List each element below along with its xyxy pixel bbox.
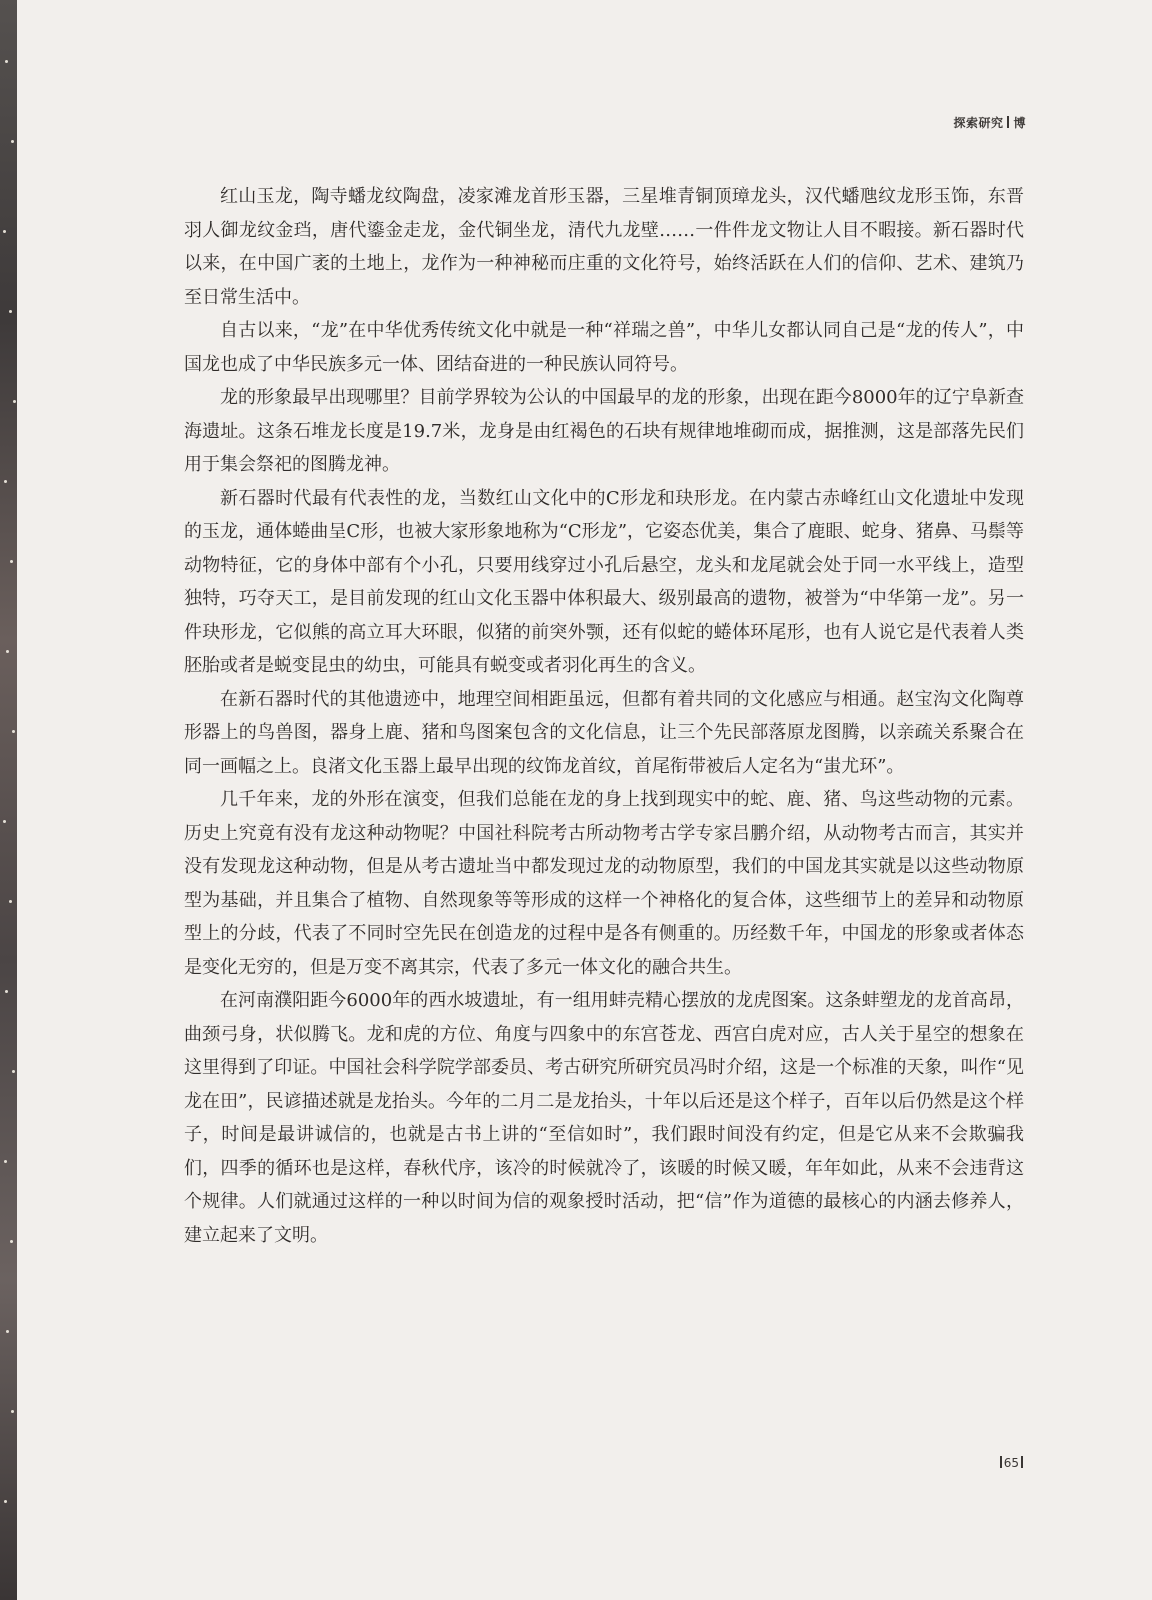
paragraph: 在新石器时代的其他遗迹中，地理空间相距虽远，但都有着共同的文化感应与相通。赵宝沟文化陶尊形器上的鸟兽图，器身上鹿、猪和鸟图案包含的文化信息，让三个先民部落原龙图腾，以亲疏关系聚合在同一画幅之上。良渚文化玉器上最早出现的纹饰龙首纹，首尾衔带被后人定名为“蚩尤环”。: [184, 688, 1024, 777]
sparkle-dot: [4, 1160, 7, 1163]
sparkle-dot: [12, 1070, 15, 1073]
paragraph: 新石器时代最有代表性的龙，当数红山文化中的C形龙和玦形龙。在内蒙古赤峰红山文化遗址中发现的玉龙，通体蜷曲呈C形，也被大家形象地称为“C形龙”，它姿态优美，集合了鹿眼、蛇身、猪鼻、马鬃等动物特征，它的身体中部有个小孔，只要用线穿过小孔后悬空，龙头和龙尾就会处于同一水平线上，造型独特，巧夺天工，是目前发现的红山文化玉器中体积最大、级别最高的遗物，被誉为“中华第一龙”。另一件玦形龙，它似熊的高立耳大环眼，似猪的前突外颚，还有似蛇的蜷体环尾形，也有人说它是代表着人类胚胎或者是蜕变昆虫的幼虫，可能具有蜕变或者羽化再生的含义。: [184, 487, 1024, 676]
page-number: [998, 1456, 1025, 1470]
sparkle-dot: [10, 560, 13, 563]
sparkle-dot: [6, 650, 9, 653]
paragraph: 几千年来，龙的外形在演变，但我们总能在龙的身上找到现实中的蛇、鹿、猪、鸟这些动物的元素。历史上究竟有没有龙这种动物呢？中国社科院考古所动物考古学专家吕鹏介绍，从动物考古而言，其实并没有发现龙这种动物，但是从考古遗址当中都发现过龙的动物原型，我们的中国龙其实就是以这些动物原型为基础，并且集合了植物、自然现象等等形成的这样一个神格化的复合体，这些细节上的差异和动物原型上的分歧，代表了不同时空先民在创造龙的过程中是各有侧重的。历经数千年，中国龙的形象或者体态是变化无穷的，但是万变不离其宗，代表了多元一体文化的融合共生。: [184, 789, 1024, 978]
running-head: [953, 114, 1026, 131]
page-number-value: 65: [1003, 1456, 1019, 1470]
sparkle-dot: [9, 310, 12, 313]
sparkle-dot: [12, 730, 15, 733]
page-number-bar-left: [1000, 1456, 1002, 1468]
paragraph: 龙的形象最早出现哪里？目前学界较为公认的中国最早的龙的形象，出现在距今8000年的辽宁阜新查海遗址。这条石堆龙长度是19.7米，龙身是由红褐色的石块有规律地堆砌而成，据推测，这是部落先民们用于集会祭祀的图腾龙神。: [184, 387, 1024, 475]
paragraph: 红山玉龙，陶寺蟠龙纹陶盘，凌家滩龙首形玉器，三星堆青铜顶璋龙头，汉代蟠虺纹龙形玉饰，东晋羽人御龙纹金珰，唐代鎏金走龙，金代铜坐龙，清代九龙壁……一件件龙文物让人目不暇接。新石器时代以来，在中国广袤的土地上，龙作为一种神秘而庄重的文化符号，始终活跃在人们的信仰、艺术、建筑乃至日常生活中。: [184, 186, 1024, 308]
sparkle-dot: [5, 990, 8, 993]
sparkle-dot: [6, 1330, 9, 1333]
sparkle-dot: [4, 480, 7, 483]
left-photo-edge: [0, 0, 17, 1600]
section-name: 探索研究: [953, 116, 1004, 130]
paragraph: 自古以来，“龙”在中华优秀传统文化中就是一种“祥瑞之兽”，中华儿女都认同自己是“龙的传人”，中国龙也成了中华民族多元一体、团结奋进的一种民族认同符号。: [184, 320, 1024, 375]
sparkle-dot: [9, 900, 12, 903]
paragraph: 在河南濮阳距今6000年的西水坡遗址，有一组用蚌壳精心摆放的龙虎图案。这条蚌塑龙的龙首高昂，曲颈弓身，状似腾飞。龙和虎的方位、角度与四象中的东宫苍龙、西宫白虎对应，古人关于星空的想象在这里得到了印证。中国社会科学院学部委员、考古研究所研究员冯时介绍，这是一个标准的天象，叫作“见龙在田”，民谚描述就是龙抬头。今年的二月二是龙抬头，十年以后还是这个样子，百年以后仍然是这个样子，时间是最讲诚信的，也就是古书上讲的“至信如时”，我们跟时间没有约定，但是它从来不会欺骗我们，四季的循环也是这样，春秋代序，该冷的时候就冷了，该暖的时候又暖，年年如此，从来不会违背这个规律。人们就通过这样的一种以时间为信的观象授时活动，把“信”作为道德的最核心的内涵去修养人，建立起来了文明。: [184, 990, 1024, 1246]
sparkle-dot: [4, 1500, 7, 1503]
sparkle-dot: [11, 140, 14, 143]
article-body: [184, 180, 1024, 1252]
sparkle-dot: [5, 60, 8, 63]
page-number-bar-right: [1021, 1456, 1023, 1468]
header-separator: [1007, 116, 1009, 128]
sparkle-dot: [11, 1410, 14, 1413]
sparkle-dot: [13, 400, 16, 403]
sparkle-dot: [10, 1240, 13, 1243]
column-name: 博: [1013, 116, 1026, 130]
sparkle-dot: [3, 820, 6, 823]
sparkle-dot: [3, 230, 6, 233]
